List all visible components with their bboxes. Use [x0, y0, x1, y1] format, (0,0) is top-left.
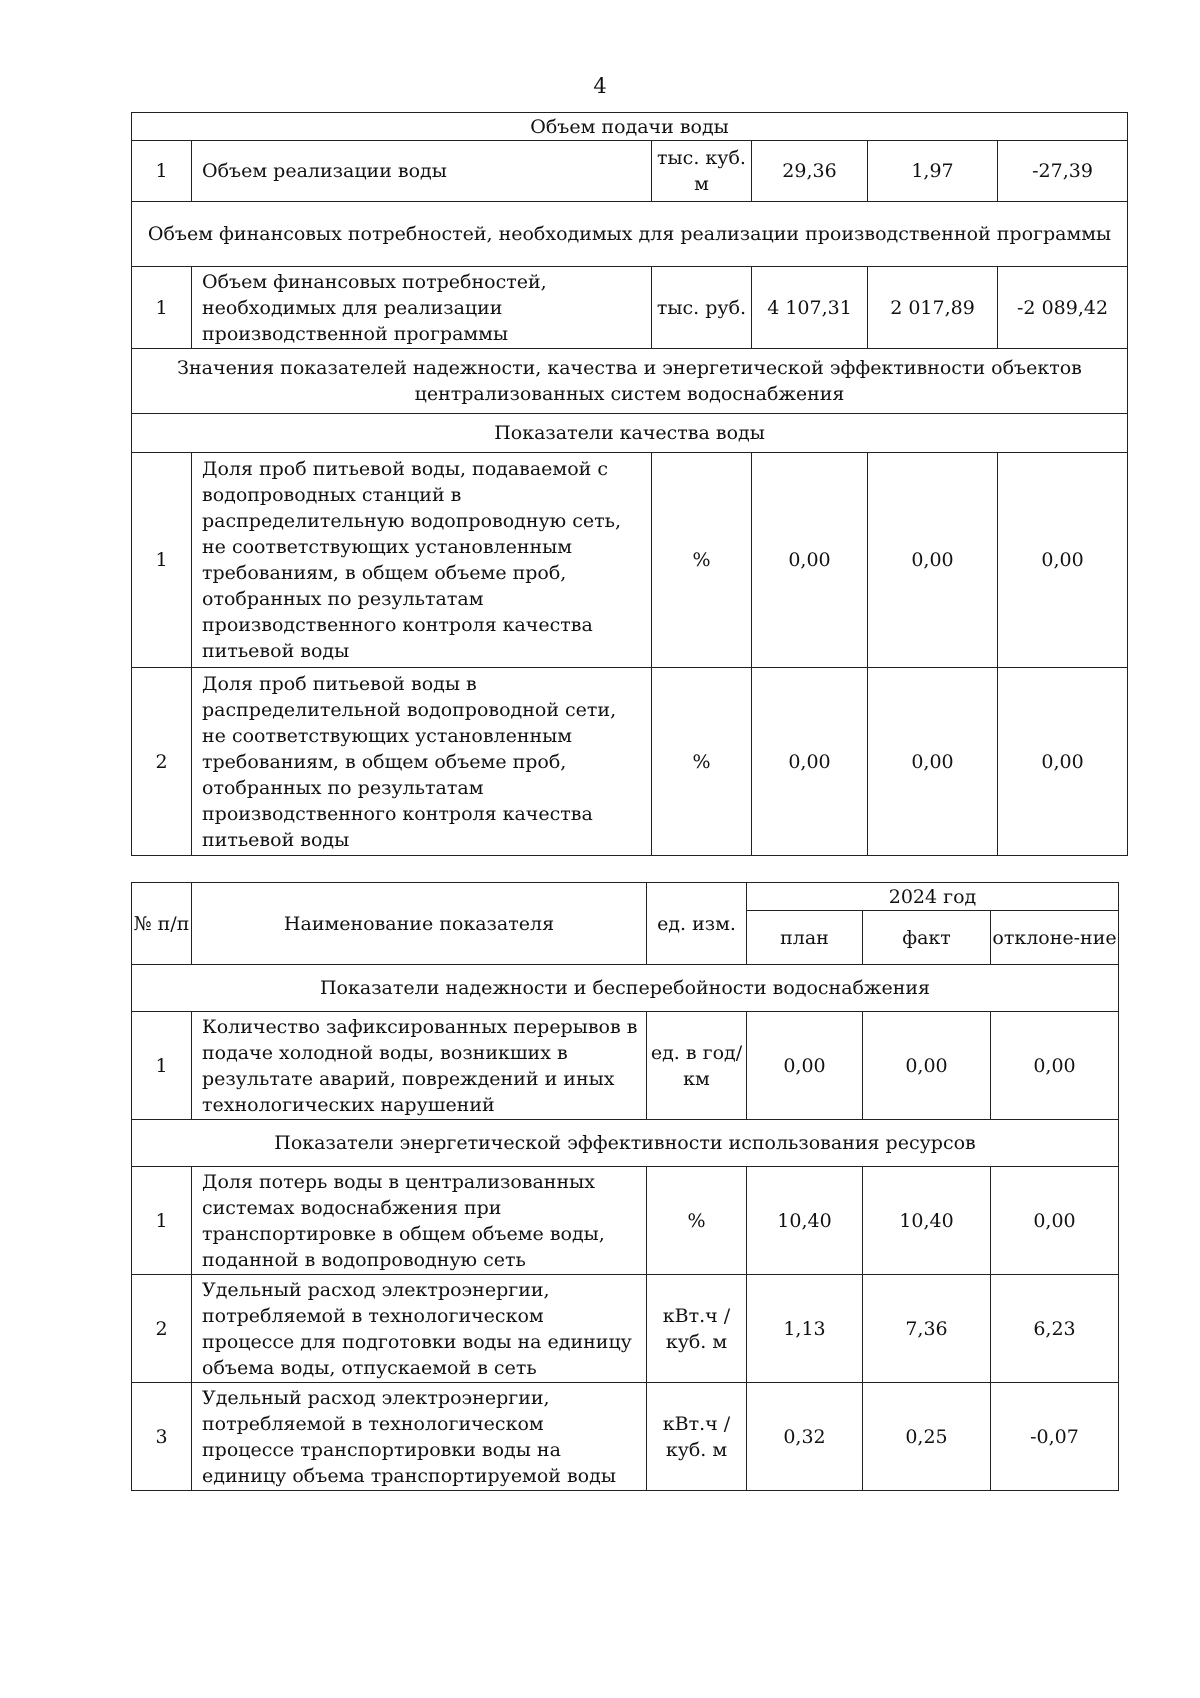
- fact-value: 0,00: [868, 453, 998, 668]
- section-title: Показатели качества воды: [132, 414, 1128, 453]
- plan-value: 0,00: [752, 453, 868, 668]
- table-row: [132, 453, 1128, 668]
- plan-value: 0,32: [747, 1383, 863, 1491]
- section-row: [132, 965, 1119, 1012]
- indicator-name: Количество зафиксированных перерывов в подаче холодной воды, возникших в результате аварий, повреждений и иных технологических нарушений: [192, 1012, 647, 1120]
- table-row: [132, 267, 1128, 349]
- indicator-name: Доля проб питьевой воды, подаваемой с водопроводных станций в распределительную водопроводную сеть, не соответствующих установленным требованиям, в общем объеме проб, отобранных по результатам производственного контроля качества питьевой воды: [192, 453, 652, 668]
- unit: тыс. руб.: [652, 267, 752, 349]
- header-deviation: отклоне-ние: [991, 911, 1119, 965]
- section-title: Объем финансовых потребностей, необходимых для реализации производственной программы: [132, 202, 1128, 267]
- header-unit: ед. изм.: [647, 883, 747, 965]
- section-row: [132, 202, 1128, 267]
- table-row: [132, 1275, 1119, 1383]
- plan-value: 1,13: [747, 1275, 863, 1383]
- fact-value: 0,00: [863, 1012, 991, 1120]
- deviation-value: -0,07: [991, 1383, 1119, 1491]
- section-title: Показатели надежности и бесперебойности водоснабжения: [132, 965, 1119, 1012]
- header-number: № п/п: [132, 883, 192, 965]
- header-row: [132, 883, 1119, 911]
- table-row: [132, 1167, 1119, 1275]
- table-row: [132, 668, 1128, 856]
- deviation-value: 0,00: [998, 668, 1128, 856]
- section-row: [132, 414, 1128, 453]
- deviation-value: -27,39: [998, 141, 1128, 202]
- header-fact: факт: [863, 911, 991, 965]
- fact-value: 0,25: [863, 1383, 991, 1491]
- row-number: 1: [132, 1167, 192, 1275]
- unit: кВт.ч / куб. м: [647, 1383, 747, 1491]
- section-row: [132, 349, 1128, 414]
- plan-value: 0,00: [752, 668, 868, 856]
- row-number: 3: [132, 1383, 192, 1491]
- row-number: 2: [132, 668, 192, 856]
- deviation-value: -2 089,42: [998, 267, 1128, 349]
- row-number: 1: [132, 267, 192, 349]
- plan-value: 4 107,31: [752, 267, 868, 349]
- fact-value: 1,97: [868, 141, 998, 202]
- deviation-value: 0,00: [991, 1167, 1119, 1275]
- indicators-table-2024: [131, 882, 1119, 1491]
- indicator-name: Доля проб питьевой воды в распределительной водопроводной сети, не соответствующих установленным требованиям, в общем объеме проб, отобранных по результатам производственного контроля качества питьевой воды: [192, 668, 652, 856]
- deviation-value: 0,00: [998, 453, 1128, 668]
- unit: кВт.ч / куб. м: [647, 1275, 747, 1383]
- section-row: [132, 113, 1128, 141]
- plan-value: 29,36: [752, 141, 868, 202]
- header-indicator-name: Наименование показателя: [192, 883, 647, 965]
- row-number: 1: [132, 1012, 192, 1120]
- deviation-value: 6,23: [991, 1275, 1119, 1383]
- fact-value: 2 017,89: [868, 267, 998, 349]
- unit: тыс. куб. м: [652, 141, 752, 202]
- section-title: Значения показателей надежности, качества и энергетической эффективности объектов централизованных систем водоснабжения: [132, 349, 1128, 414]
- page-number: 4: [593, 74, 607, 98]
- table-row: [132, 1012, 1119, 1120]
- fact-value: 7,36: [863, 1275, 991, 1383]
- deviation-value: 0,00: [991, 1012, 1119, 1120]
- header-year: 2024 год: [747, 883, 1119, 911]
- header-plan: план: [747, 911, 863, 965]
- indicator-name: Объем реализации воды: [192, 141, 652, 202]
- indicator-name: Доля потерь воды в централизованных системах водоснабжения при транспортировке в общем объеме воды, поданной в водопроводную сеть: [192, 1167, 647, 1275]
- fact-value: 10,40: [863, 1167, 991, 1275]
- section-title: Объем подачи воды: [132, 113, 1128, 141]
- indicator-name: Удельный расход электроэнергии, потребляемой в технологическом процессе для подготовки воды на единицу объема воды, отпускаемой в сеть: [192, 1275, 647, 1383]
- row-number: 2: [132, 1275, 192, 1383]
- table-row: [132, 1383, 1119, 1491]
- plan-value: 0,00: [747, 1012, 863, 1120]
- unit: %: [652, 668, 752, 856]
- section-row: [132, 1120, 1119, 1167]
- plan-value: 10,40: [747, 1167, 863, 1275]
- indicator-name: Удельный расход электроэнергии, потребляемой в технологическом процессе транспортировки воды на единицу объема транспортируемой воды: [192, 1383, 647, 1491]
- unit: %: [652, 453, 752, 668]
- indicators-table-continued: [131, 112, 1128, 856]
- indicator-name: Объем финансовых потребностей, необходимых для реализации производственной программы: [192, 267, 652, 349]
- section-title: Показатели энергетической эффективности использования ресурсов: [132, 1120, 1119, 1167]
- row-number: 1: [132, 453, 192, 668]
- fact-value: 0,00: [868, 668, 998, 856]
- table-row: [132, 141, 1128, 202]
- unit: ед. в год/ км: [647, 1012, 747, 1120]
- unit: %: [647, 1167, 747, 1275]
- row-number: 1: [132, 141, 192, 202]
